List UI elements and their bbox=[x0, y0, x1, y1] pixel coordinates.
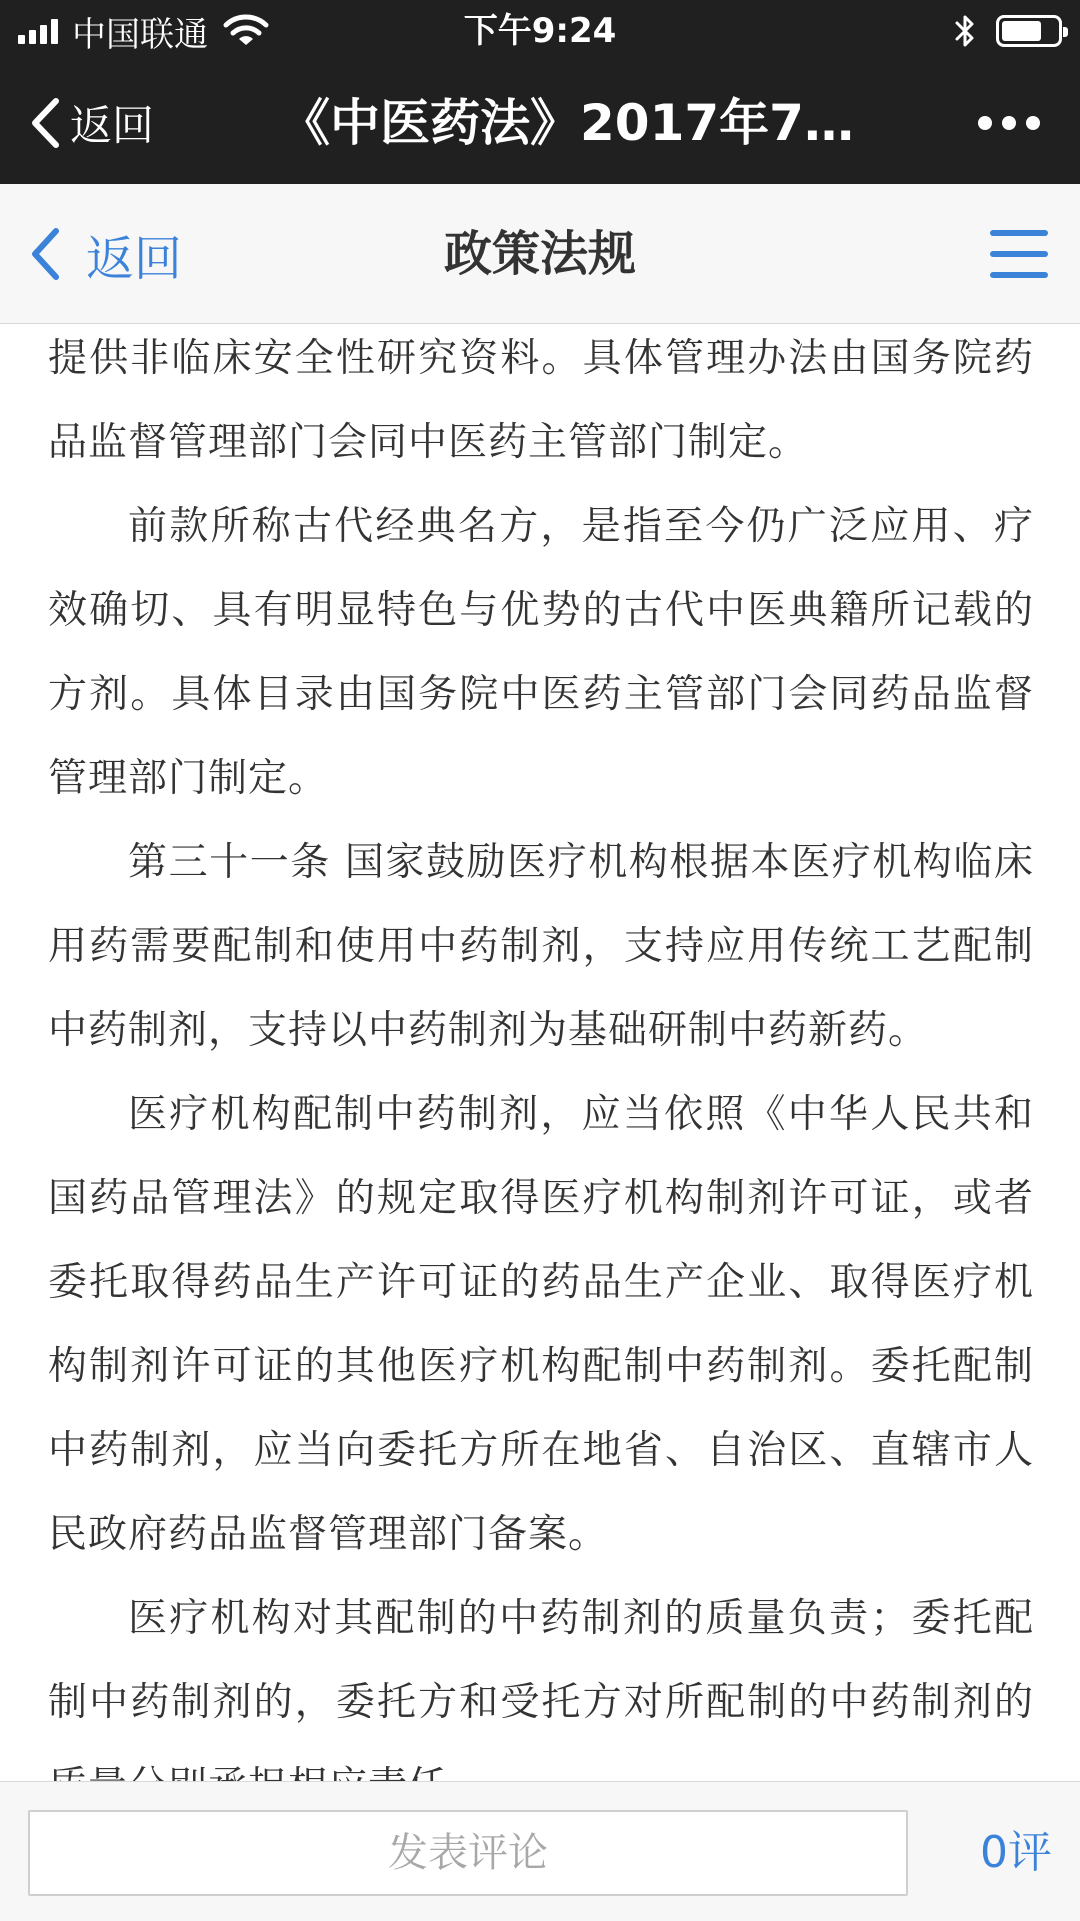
wechat-back-label: 返回 bbox=[70, 101, 155, 150]
page-header bbox=[0, 184, 1080, 324]
menu-icon[interactable] bbox=[990, 230, 1048, 278]
article-paragraph: 医疗机构对其配制的中药制剂的质量负责；委托配制中药制剂的，委托方和受托方对所配制的中药制剂的 bbox=[48, 1596, 1034, 1725]
chevron-left-icon bbox=[28, 96, 62, 150]
article-content bbox=[0, 317, 1080, 1829]
comment-bar bbox=[0, 1781, 1080, 1921]
comment-input[interactable] bbox=[28, 1810, 908, 1896]
status-time: 下午9:24 bbox=[463, 11, 617, 51]
battery-icon bbox=[996, 15, 1062, 47]
battery-cap bbox=[1063, 27, 1068, 37]
article-paragraph: 第三十一条 国家鼓励医疗机构根据本医疗机构临床用药需要配制和使用中药制剂，支持应用传统工艺配制中药制剂，支持以中药制剂为基础研制中药新药。 bbox=[48, 840, 1034, 1053]
carrier-name: 中国联通 bbox=[72, 14, 208, 55]
page-title: 政策法规 bbox=[443, 226, 636, 282]
status-bar bbox=[0, 0, 1080, 62]
wechat-back-button[interactable] bbox=[28, 62, 154, 184]
article-paragraph: 医疗机构配制中药制剂，应当依照《中华人民共和国药品管理法》的规定取得医疗机构制剂许可证，或者委托取得药品生产许可证的药品生产企业、取得医疗机构制剂许可证的其他医疗机构配制中药制剂。委托配制中药制剂，应当向委托方所在地省、自治区、直辖市人民政府药品监督管理部门备案。 bbox=[48, 1092, 1034, 1557]
article-paragraph: 提供非临床安全性研究资料。具体管理办法由国务院药品监督管理部门会同中医药主管部门制定。 bbox=[48, 336, 1034, 465]
battery-level bbox=[1002, 21, 1041, 41]
wechat-title: 《中医药法》2017年7… bbox=[280, 94, 854, 152]
more-options-icon[interactable] bbox=[978, 62, 1040, 184]
page-back-label: 返回 bbox=[86, 230, 183, 287]
comment-count-button[interactable]: 0评 bbox=[980, 1827, 1052, 1878]
status-right bbox=[954, 0, 1062, 62]
bluetooth-icon bbox=[954, 14, 976, 48]
article-body bbox=[0, 325, 1080, 1781]
wechat-header bbox=[0, 62, 1080, 184]
article-paragraph: 前款所称古代经典名方，是指至今仍广泛应用、疗效确切、具有明显特色与优势的古代中医典籍所记载的方剂。具体目录由国务院中医药主管部门会同药品监督管理部门制定。 bbox=[48, 504, 1034, 801]
